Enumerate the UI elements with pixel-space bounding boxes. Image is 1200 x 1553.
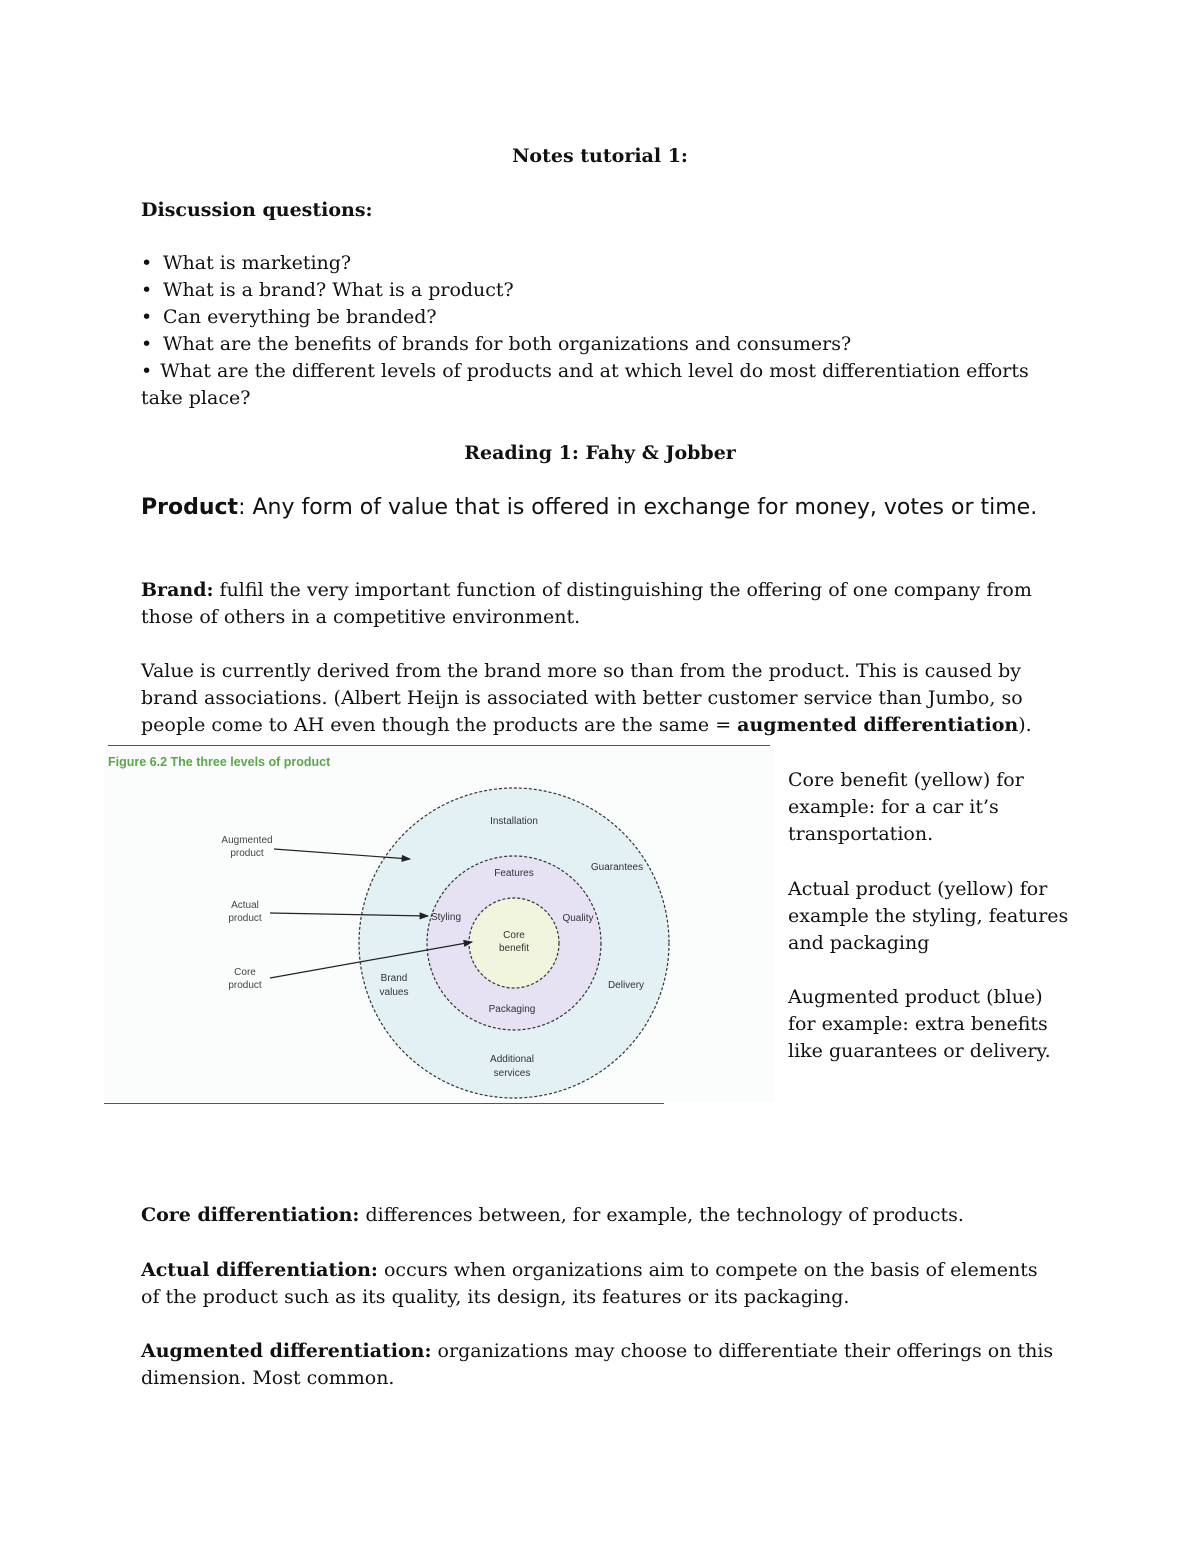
side-note-core: Core benefit (yellow) for example: for a car it’s transportation. bbox=[788, 769, 1024, 845]
label-core: Core bbox=[503, 930, 525, 941]
label-installation: Installation bbox=[490, 816, 538, 827]
pointer-actual-1: Actual bbox=[231, 900, 259, 911]
label-styling: Styling bbox=[430, 912, 462, 923]
pointer-augmented-2: product bbox=[230, 848, 264, 859]
label-benefit: benefit bbox=[498, 943, 530, 954]
label-features: Features bbox=[494, 868, 534, 879]
augmented-differentiation: Augmented differentiation: organizations may choose to differentiate their offerings on this dimension. Most common. bbox=[141, 1340, 1054, 1389]
label-quality: Quality bbox=[562, 913, 594, 924]
value-paragraph: Value is currently derived from the brand more so than from the product. This is caused by brand associations. (Albert Heijn is associated with better customer service than Jumbo, so people come to AH even though the products are the same = augmented differentiation). bbox=[141, 660, 1032, 736]
list-item: • What are the different levels of products and at which level do most differentiation efforts take place? bbox=[141, 360, 1029, 409]
pointer-actual-2: product bbox=[228, 913, 262, 924]
list-item: • What is marketing? bbox=[141, 252, 352, 274]
pointer-core-1: Core bbox=[234, 967, 256, 978]
label-brand: Brand bbox=[380, 973, 408, 984]
actual-differentiation: Actual differentiation: occurs when organizations aim to compete on the basis of elements of the product such as its quality, its design, its features or its packaging. bbox=[141, 1259, 1038, 1308]
label-guarantees: Guarantees bbox=[590, 862, 644, 873]
list-item: • What are the benefits of brands for both organizations and consumers? bbox=[141, 333, 852, 355]
side-note-actual: Actual product (yellow) for example the styling, features and packaging bbox=[788, 878, 1069, 954]
core-differentiation: Core differentiation: differences between, for example, the technology of products. bbox=[141, 1204, 964, 1226]
product-definition: Product: Any form of value that is offered in exchange for money, votes or time. bbox=[141, 495, 1038, 520]
side-note-augmented: Augmented product (blue) for example: extra benefits like guarantees or delivery. bbox=[788, 986, 1051, 1062]
question-list bbox=[141, 250, 1061, 412]
reading-heading: Reading 1: Fahy & Jobber bbox=[464, 442, 736, 464]
brand-definition: Brand: fulfil the very important function of distinguishing the offering of one company from those of others in a competitive environment. bbox=[141, 579, 1032, 628]
figure-caption: Figure 6.2 The three levels of product bbox=[108, 755, 331, 769]
list-item: • What is a brand? What is a product? bbox=[141, 279, 514, 301]
discussion-heading: Discussion questions: bbox=[141, 199, 373, 221]
label-services: services bbox=[493, 1068, 531, 1079]
label-additional: Additional bbox=[490, 1054, 534, 1065]
pointer-core-2: product bbox=[228, 980, 262, 991]
list-item: • Can everything be branded? bbox=[141, 306, 437, 328]
three-levels-figure bbox=[104, 746, 774, 1102]
label-delivery: Delivery bbox=[607, 980, 645, 991]
label-values: values bbox=[379, 987, 409, 998]
page-title: Notes tutorial 1: bbox=[512, 145, 688, 167]
figure-bottom-rule bbox=[104, 1103, 664, 1104]
pointer-augmented-1: Augmented bbox=[221, 835, 273, 846]
label-packaging: Packaging bbox=[488, 1004, 536, 1015]
